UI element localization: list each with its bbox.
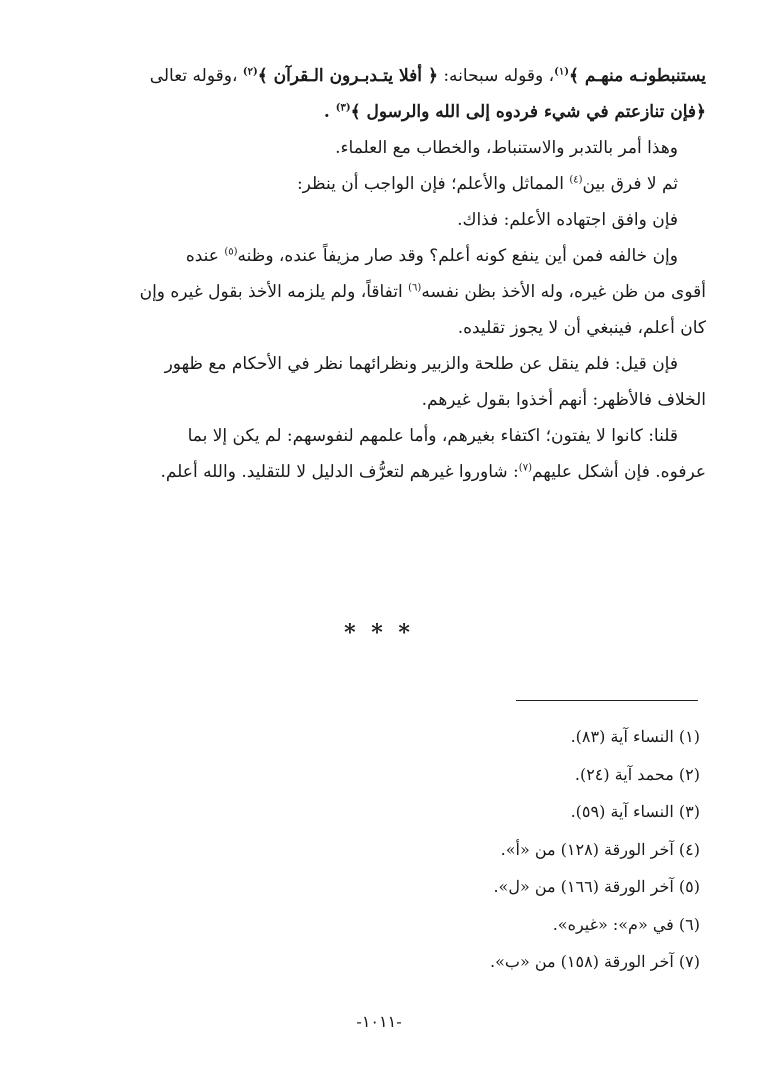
footnote-ref-5: (٥) [224,246,238,258]
page-number: -١٠١١- [356,1012,402,1031]
footnote-ref-6: (٦) [408,282,422,294]
text-fragment: المماثل والأعلم؛ فإن الواجب أن ينظر: [296,174,570,194]
footnote-ref-4: (٤) [569,174,583,186]
paragraph-4: فإن وافق اجتهاده الأعلم: فذاك. [457,210,678,230]
section-separator: * * * [344,620,414,646]
quran-quote-end: يستنبطونـه منهـم ﴾ [568,66,706,86]
paragraph-6-line-2: الخلاف فالأظهر: أنهم أخذوا بقول غيرهم. [421,390,706,410]
paragraph-7-line-2 [108,454,706,490]
main-text [108,58,706,490]
footnote-3: (٣) النساء آية (٥٩). [570,802,700,821]
footnote-ref-1: (١) [554,66,569,78]
text-line-2 [108,94,706,130]
text-fragment: عرفوه. فإن أشكل عليهم [531,462,706,482]
footnote-1: (١) النساء آية (٨٣). [570,727,700,746]
footnote-2: (٢) محمد آية (٢٤). [574,764,700,784]
paragraph-3 [108,166,706,202]
text-fragment: اتفاقاً، ولم يلزمه الأخذ بقول غيره وإن [139,282,409,302]
text-fragment: ، وقوله سبحانه: [437,66,555,86]
footnote-7: (٧) آخر الورقة (١٥٨) من «ب». [490,952,700,971]
paragraph-5-line-1 [108,238,706,274]
text-fragment: وإن خالفه فمن أين ينفع كونه أعلم؟ وقد صار مزيفاً عنده، وظنه [237,246,678,266]
footnotes [340,718,700,981]
paragraph-7-line-1: قلنا: كانوا لا يفتون؛ اكتفاء بغيرهم، وأما علمهم لنفوسهم: لم يكن إلا بما [187,426,678,446]
footnote-rule [516,700,698,701]
text-fragment: : شاوروا غيرهم لتعرُّف الدليل لا للتقليد. والله أعلم. [160,462,519,482]
text-line-1 [108,58,706,94]
paragraph-5-line-2 [108,274,706,310]
paragraph-6-line-1: فإن قيل: فلم ينقل عن طلحة والزبير ونظرائهما نظر في الأحكام مع ظهور [164,354,678,374]
quran-quote: ﴿فإن تنازعتم في شيء فردوه إلى الله والرسول ﴾ [350,102,706,122]
footnote-5: (٥) آخر الورقة (١٦٦) من «ل». [493,877,700,896]
text-fragment: عنده [185,246,225,266]
paragraph-5-line-3: كان أعلم، فينبغي أن لا يجوز تقليده. [457,318,706,338]
text-fragment: أقوى من ظن غيره، وله الأخذ بظن نفسه [421,282,706,302]
footnote-4: (٤) آخر الورقة (١٢٨) من «أ». [500,839,700,859]
text-fragment: . [323,102,336,122]
footnote-ref-2: (٢) [242,66,258,78]
footnote-ref-3: (٣) [335,102,351,114]
quran-quote: ﴿ أفلا يتـدبـرون الـقرآن ﴾ [257,66,438,86]
paragraph-2: وهذا أمر بالتدبر والاستنباط، والخطاب مع العلماء. [335,138,678,158]
text-fragment: ،وقوله تعالى [149,66,243,86]
footnote-ref-7: (٧) [518,462,532,474]
footnote-6: (٦) في «م»: «غيره». [552,914,700,934]
text-fragment: ثم لا فرق بين [582,174,678,194]
